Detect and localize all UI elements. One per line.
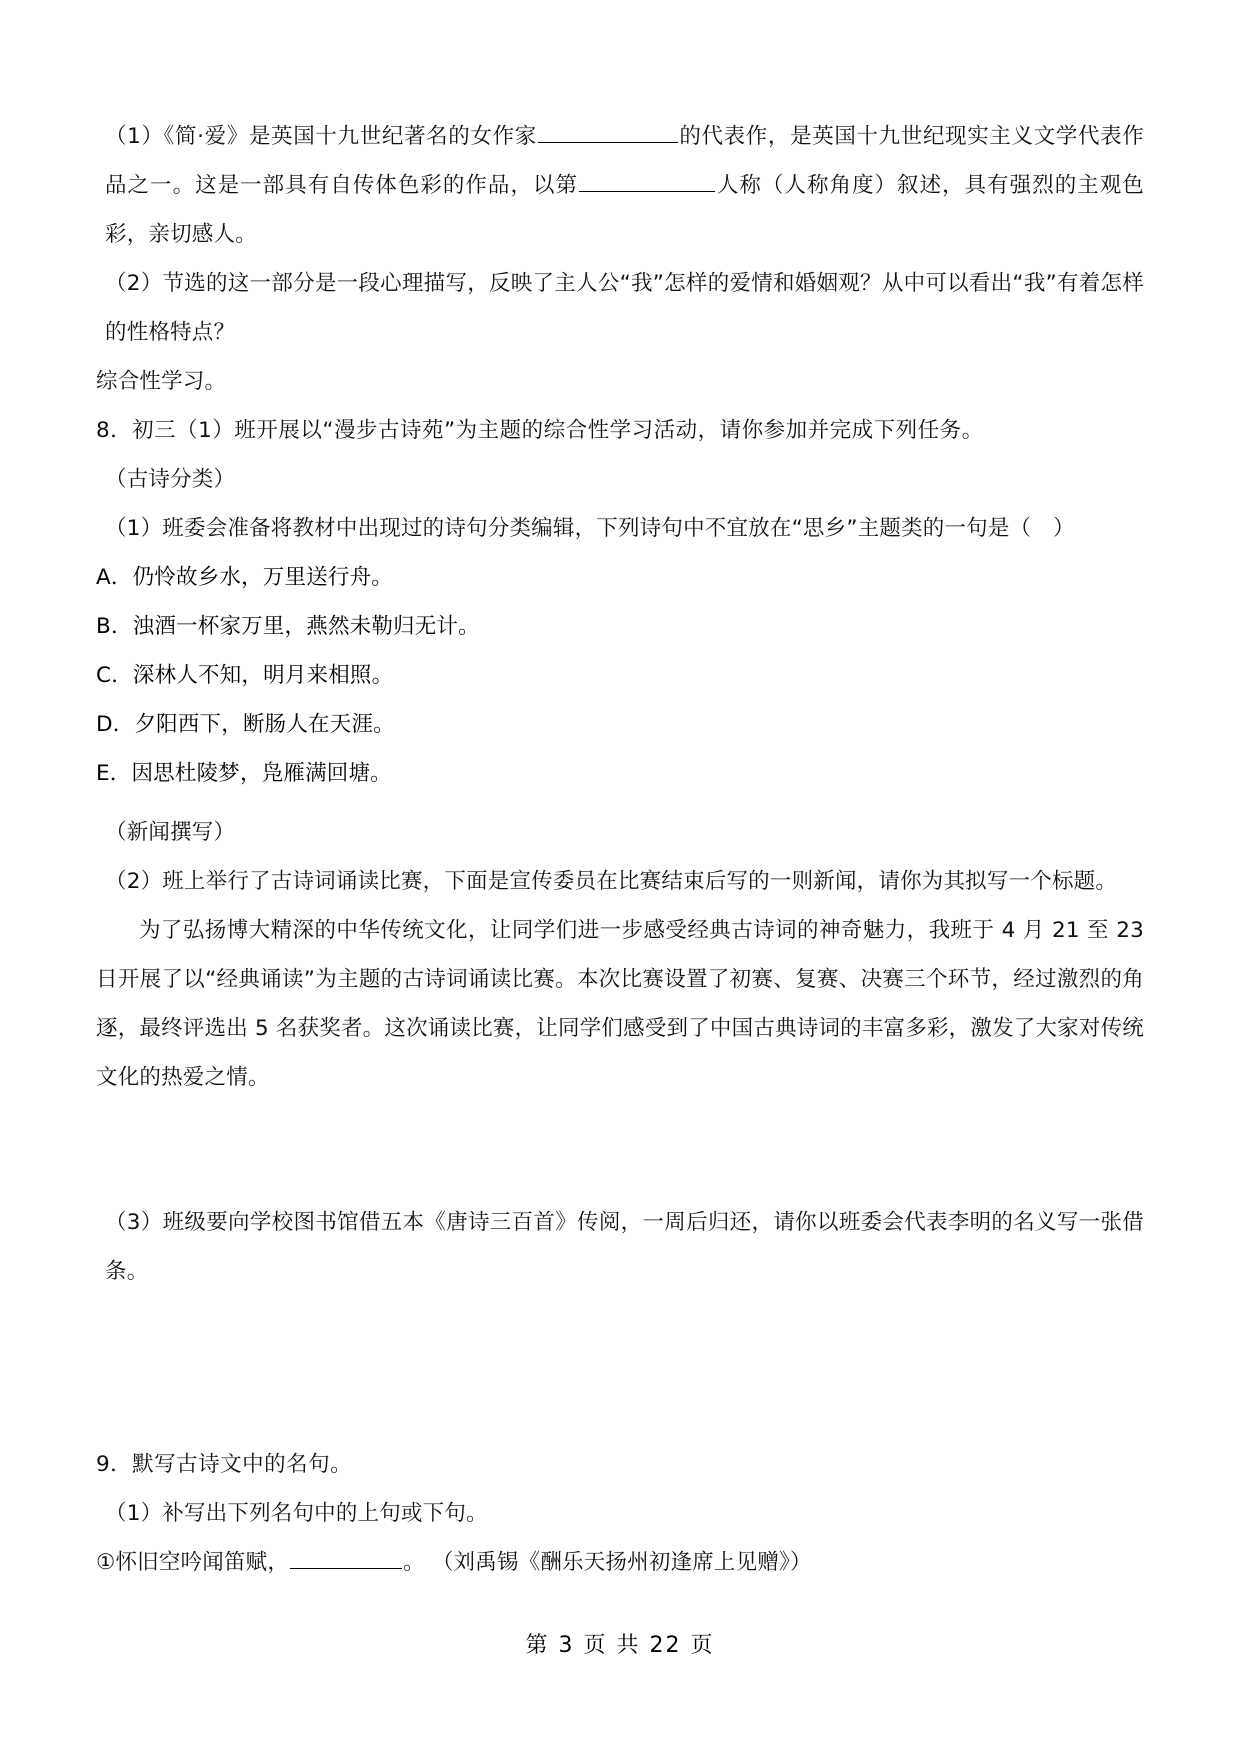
fill-blank-author[interactable] [538, 123, 678, 143]
question-8-sub-3 [96, 1198, 1144, 1296]
question-7-sub-2-text: 节选的这一部分是一段心理描写，反映了主人公“我”怎样的爱情和婚姻观？从中可以看出“我”有着怎样的性格特点？ [105, 271, 1144, 345]
answer-space-borrow-note[interactable] [96, 1296, 1144, 1414]
option-e[interactable]: E．因思杜陵梦，凫雁满回塘。 [96, 761, 392, 786]
question-8-sub-3-label: （3） [105, 1210, 163, 1235]
section-header-comprehensive-study: 综合性学习。 [96, 369, 227, 394]
question-8-task-1-heading: （古诗分类） [105, 467, 236, 492]
question-8-sub-2 [96, 857, 1144, 906]
question-9-sub-1-text: 补写出下列名句中的上句或下句。 [162, 1501, 488, 1526]
question-8-sub-1-text: 班委会准备将教材中出现过的诗句分类编辑，下列诗句中不宜放在“思乡”主题类的一句是（ ） [162, 516, 1075, 541]
question-9-sub-1 [96, 1489, 1144, 1538]
question-9-item-1-marker: ① [96, 1550, 116, 1575]
spacer [96, 798, 1144, 808]
question-7-sub-2 [96, 259, 1144, 357]
option-c[interactable]: C．深林人不知，明月来相照。 [96, 663, 394, 688]
page-content [96, 112, 1144, 1587]
question-8-stem: 8．初三（1）班开展以“漫步古诗苑”为主题的综合性学习活动，请你参加并完成下列任务。 [96, 418, 984, 443]
question-8-sub-2-text: 班上举行了古诗词诵读比赛，下面是宣传委员在比赛结束后写的一则新闻，请你为其拟写一个标题。 [162, 869, 1118, 894]
option-a[interactable]: A．仍怜故乡水，万里送行舟。 [96, 565, 394, 590]
question-9-item-1-text-a: 怀旧空吟闻笛赋， [115, 1550, 290, 1575]
fill-blank-person[interactable] [579, 172, 715, 192]
question-8-sub-3-text: 班级要向学校图书馆借五本《唐诗三百首》传阅，一周后归还，请你以班委会代表李明的名义写一张借条。 [105, 1210, 1145, 1284]
page-footer: 第 3 页 共 22 页 [525, 1633, 715, 1658]
question-7-sub-1-text-a: 《简·爱》是英国十九世纪著名的女作家 [163, 124, 537, 149]
question-7-sub-1-text-b: 的代表作，是英国十九世纪现实主义文学代表作品之一。这是一部具有自传体色彩的作品，以第 [105, 124, 1145, 198]
fill-blank-poem-line[interactable] [290, 1549, 402, 1569]
question-9-sub-1-label: （1） [105, 1501, 163, 1526]
question-9-stem: 9．默写古诗文中的名句。 [96, 1452, 353, 1477]
question-8-task-2-heading: （新闻撰写） [105, 820, 236, 845]
option-b[interactable]: B．浊酒一杯家万里，燕然未勒归无计。 [96, 614, 480, 639]
question-7-sub-1-label: （1） [105, 124, 164, 149]
question-8-sub-1 [96, 504, 1144, 553]
question-8-sub-1-label: （1） [105, 516, 163, 541]
answer-space-news-title[interactable] [96, 1102, 1144, 1198]
question-8-news-body: 为了弘扬博大精深的中华传统文化，让同学们进一步感受经典古诗词的神奇魅力，我班于 4 月 21 至 23 日开展了以“经典诵读”为主题的古诗词诵读比赛。本次比赛设置了初赛、复赛、决赛三个环节，经过激烈的角逐，最终评选出 5 名获奖者。这次诵读比赛，让同学们感受到了中国古典诗词的丰富多彩，激发了大家对传统文化的热爱之情。 [96, 918, 1144, 1090]
question-9-item-1 [96, 1538, 1144, 1587]
question-7-sub-1 [96, 112, 1144, 259]
question-9-item-1-text-b: 。 （刘禹锡《酬乐天扬州初逢席上见赠》） [403, 1550, 812, 1575]
question-7-sub-2-label: （2） [105, 271, 163, 296]
question-8-sub-2-label: （2） [105, 869, 163, 894]
option-d[interactable]: D．夕阳西下，断肠人在天涯。 [96, 712, 395, 737]
spacer [96, 1414, 1144, 1440]
question-7-sub-1-text-c: 人称（人称角度）叙述，具有强烈的主观色彩，亲切感人。 [105, 173, 1145, 247]
